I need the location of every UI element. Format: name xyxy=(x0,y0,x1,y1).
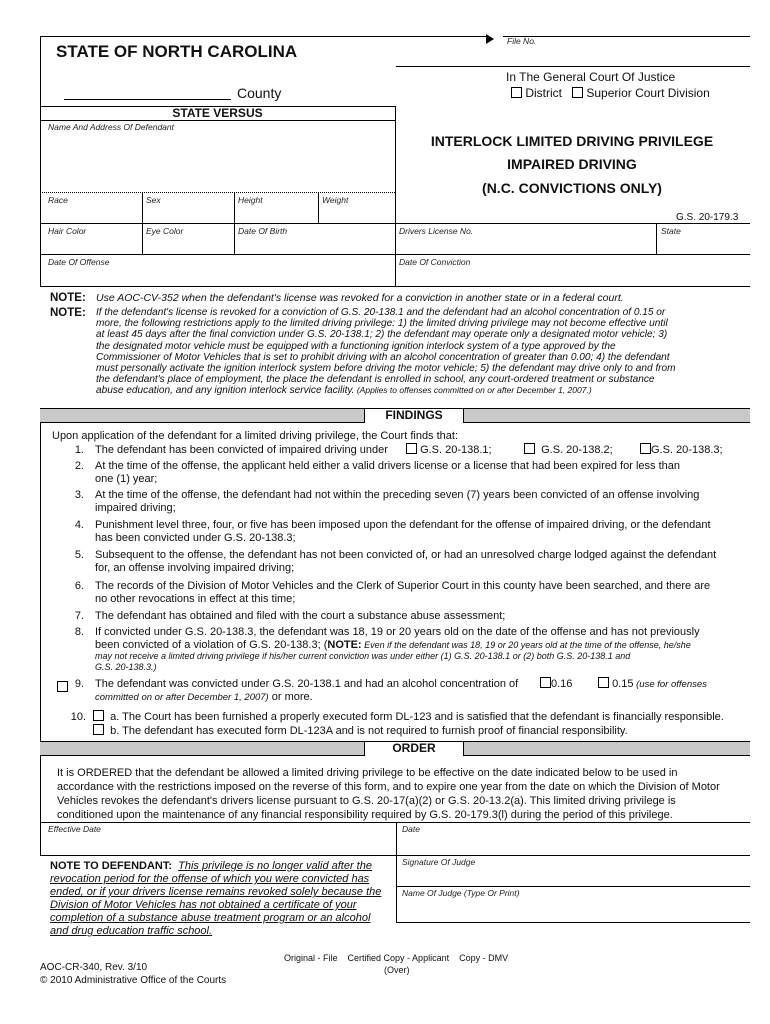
court-line: In The General Court Of Justice xyxy=(506,70,676,84)
effective-date-label: Effective Date xyxy=(48,824,101,834)
finding-1: The defendant has been convicted of impaired driving under xyxy=(95,444,388,456)
dob-label: Date Of Birth xyxy=(238,226,288,236)
note-to-defendant: NOTE TO DEFENDANT: This privilege is no longer valid after the revocation period for the offense of which you were convicted has ended, or if your drivers license remains revoked solely because the Division of Motor Vehicles has not obtained a certificate of your completion of a substance abuse treatment program or an alcohol and drug education traffic school. xyxy=(50,860,382,937)
findings-title: FINDINGS xyxy=(364,409,464,423)
eye-color-label: Eye Color xyxy=(146,226,184,236)
height-label: Height xyxy=(238,195,263,205)
finding-6: The records of the Division of Motor Vehicles and the Clerk of Superior Court in this county have been searched, and there are no other revocations in effect at this time; xyxy=(95,580,711,605)
finding-3-num: 3. xyxy=(74,489,84,501)
dl-123-checkbox[interactable] xyxy=(93,710,104,721)
copyright: © 2010 Administrative Office of the Courts xyxy=(40,975,227,986)
order-left-border xyxy=(40,756,41,856)
dl-123a-checkbox[interactable] xyxy=(93,724,104,735)
note2-label: NOTE: xyxy=(50,307,86,319)
district-label: District xyxy=(525,86,563,100)
gs-20-138-1-checkbox[interactable] xyxy=(406,443,417,454)
defendant-name-label: Name And Address Of Defendant xyxy=(48,122,174,132)
effective-row-top xyxy=(40,822,750,823)
race-label: Race xyxy=(48,195,68,205)
superior-checkbox[interactable] xyxy=(572,87,583,98)
note1-text: Use AOC-CV-352 when the defendant's license was revoked for a conviction in another state or in a federal court. xyxy=(96,292,624,304)
order-date-field[interactable] xyxy=(400,835,748,853)
bac-015-checkbox[interactable] xyxy=(598,677,609,688)
finding-1-opt1: G.S. 20-138.1; xyxy=(406,443,492,457)
form-number: AOC-CR-340, Rev. 3/10 xyxy=(40,962,148,973)
gs-20-138-2-checkbox[interactable] xyxy=(524,443,535,454)
center-divider xyxy=(395,106,396,286)
finding-9-num: 9. xyxy=(74,678,84,690)
statute-ref: G.S. 20-179.3 xyxy=(676,212,739,223)
weight-label: Weight xyxy=(322,195,349,205)
name-judge-label: Name Of Judge (Type Or Print) xyxy=(402,888,520,898)
finding-2-num: 2. xyxy=(74,460,84,472)
order-text: It is ORDERED that the defendant be allowed a limited driving privilege to be effective on the date indicated below to be used in accordance with the restrictions imposed on the reverse of this form, and to expire one year from the date on which the Division of Motor Vehicles revokes the defendant's drivers license pursuant to G.S. 20-17(a)(2) or G.S. 20-13.2(a). This limited driving privilege is conditioned upon the maintenance of any financial responsibility required by G.S. 20-179.3(l) during the period of this privilege. xyxy=(57,767,720,821)
finding-9-line2: committed on or after December 1, 2007) or more. xyxy=(95,691,313,703)
offense-row-bottom xyxy=(40,286,750,287)
signature-row-top xyxy=(40,855,750,856)
drivers-license-label: Drivers License No. xyxy=(399,226,474,236)
finding-3: At the time of the offense, the defendant had not within the preceding seven (7) years been convicted of an offense involving impaired driving; xyxy=(95,489,700,514)
form-title-line3: (N.C. CONVICTIONS ONLY) xyxy=(482,180,662,196)
date-label: Date xyxy=(402,824,420,834)
hair-color-label: Hair Color xyxy=(48,226,87,236)
state-label: State xyxy=(661,226,681,236)
distribution-line: Original - File Certified Copy - Applicant Copy - DMV xyxy=(284,953,509,963)
top-border-left xyxy=(40,36,488,37)
signature-judge-field[interactable] xyxy=(400,868,748,884)
file-no-label: File No. xyxy=(507,36,537,46)
finding-4: Punishment level three, four, or five has been imposed upon the defendant for the offense of impaired driving, or the defendant has been convicted under G.S. 20-138.3; xyxy=(95,519,711,544)
col-divider-state xyxy=(656,223,657,254)
order-bar xyxy=(40,741,750,756)
offense-row-top xyxy=(40,254,750,255)
finding-8-num: 8. xyxy=(74,626,84,638)
note2-text: If the defendant's license is revoked for a conviction of G.S. 20-138.1 and the defendant had an alcohol concentration of 0.15 or more, the following restrictions apply to the limited driving privilege: 1) the limited driving privilege may not become effective until at least 45 days after the final conviction under G.S. 20-138.1; 2) the defendant may operate only a designated motor vehicle; 3) the designated motor vehicle must be equipped with a functioning ignition interlock system of a type approved by the Commissioner of Motor Vehicles that is set to prohibit driving with an alcohol concentration of greater than 0.00; 4) the defendant must personally activate the ignition interlock system before driving the motor vehicle; 5) the defendant may drive only to and from the defendant's place of employment, the place the defendant is enrolled in school, any court-ordered treatment or substance abuse education, and any ignition interlock service facility. (Applies to offenses committed on or after December 1, 2007.) xyxy=(96,307,676,397)
left-border-mid xyxy=(40,124,41,286)
form-title-line2: IMPAIRED DRIVING xyxy=(507,156,637,172)
gs-20-138-3-checkbox[interactable] xyxy=(640,443,651,454)
bac-016-checkbox[interactable] xyxy=(540,677,551,688)
finding-9-opt2: 0.15 (use for offenses xyxy=(598,677,707,692)
district-checkbox[interactable] xyxy=(511,87,522,98)
top-border-right xyxy=(503,36,750,37)
defendant-name-field[interactable] xyxy=(44,134,392,188)
form-title-line1: INTERLOCK LIMITED DRIVING PRIVILEGE xyxy=(430,133,714,149)
finding-1-opt3: G.S. 20-138.3; xyxy=(640,443,723,457)
effective-date-field[interactable] xyxy=(44,835,392,855)
county-line[interactable] xyxy=(64,99,231,100)
finding-9: The defendant was convicted under G.S. 20-138.1 and had an alcohol concentration of xyxy=(95,678,519,690)
findings-left-border xyxy=(40,423,41,741)
signature-judge-label: Signature Of Judge xyxy=(402,857,476,867)
order-center-divider xyxy=(396,822,397,922)
name-judge-row-bottom xyxy=(396,922,750,923)
col-divider-3 xyxy=(318,192,319,223)
state-versus: STATE VERSUS xyxy=(172,106,263,120)
race-row-top xyxy=(40,192,395,193)
date-offense-label: Date Of Offense xyxy=(48,257,110,267)
finding-8: If convicted under G.S. 20-138.3, the defendant was 18, 19 or 20 years old on the date of the offense and has not previously been convicted of a violation of G.S. 20-138.3; (NOTE: Even if the defendant was 18, 19 or 20 years old at the time of the offense, he/she may not receive a limited driving privilege if his/her current conviction was under either (1) G.S. 20-138.1 or (2) both G.S. 20-138.1 and G.S. 20-138.3.) xyxy=(95,626,700,672)
name-judge-field[interactable] xyxy=(400,899,748,919)
finding-6-num: 6. xyxy=(74,580,84,592)
file-no-arrow-icon xyxy=(486,34,494,44)
finding-5: Subsequent to the offense, the defendant has not been convicted of, or had an unresolved charge lodged against the defendant for, an offense involving impaired driving; xyxy=(95,549,717,574)
findings-bar xyxy=(40,408,750,423)
finding-4-num: 4. xyxy=(74,519,84,531)
state-versus-bottom xyxy=(40,120,395,121)
hair-row-top xyxy=(40,223,750,224)
finding-9-opt1: 0.16 xyxy=(540,677,572,691)
date-conviction-label: Date Of Conviction xyxy=(399,257,471,267)
file-no-underline xyxy=(396,66,750,67)
note1-label: NOTE: xyxy=(50,292,86,304)
findings-intro: Upon application of the defendant for a limited driving privilege, the Court finds that: xyxy=(52,430,459,442)
name-judge-row-top xyxy=(396,886,750,887)
court-division-options xyxy=(511,86,710,100)
over-label: (Over) xyxy=(384,965,410,975)
sex-label: Sex xyxy=(146,195,161,205)
finding-7: The defendant has obtained and filed with the court a substance abuse assessment; xyxy=(95,610,506,622)
finding-10b: b. The defendant has executed form DL-123A and is not required to furnish proof of financial responsibility. xyxy=(93,724,628,738)
superior-label: Superior Court Division xyxy=(586,86,710,100)
finding-1-opt2: G.S. 20-138.2; xyxy=(524,443,613,457)
order-title: ORDER xyxy=(364,742,464,756)
finding-5-num: 5. xyxy=(74,549,84,561)
state-title: STATE OF NORTH CAROLINA xyxy=(56,42,298,61)
finding-10a: a. The Court has been furnished a properly executed form DL-123 and is satisfied that the defendant is financially responsible. xyxy=(93,710,724,724)
finding-2: At the time of the offense, the applicant held either a valid drivers license or a license that had been expired for less than one (1) year; xyxy=(95,460,680,485)
finding-10-num: 10. xyxy=(70,711,86,723)
finding-1-num: 1. xyxy=(74,444,84,456)
finding-7-num: 7. xyxy=(74,610,84,622)
county-label: County xyxy=(237,85,282,101)
